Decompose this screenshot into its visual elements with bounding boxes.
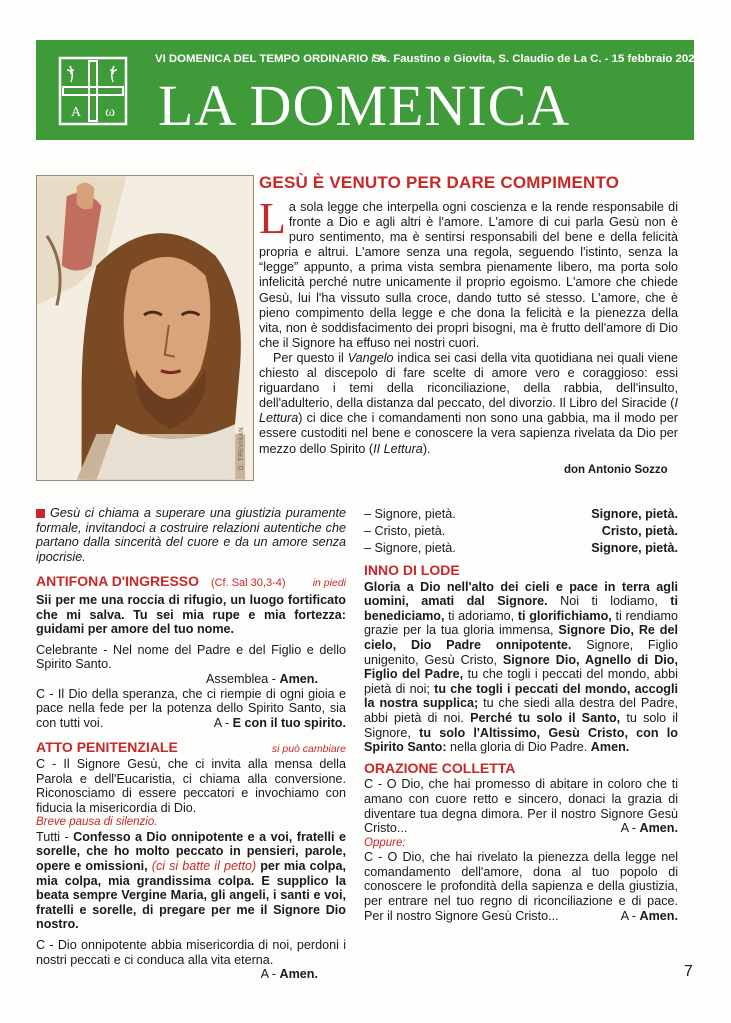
editorial-paragraph-2: Per questo il Vangelo indica sei casi della vita quotidiana nei quali viene chiesto al discepolo di fare scelte di amore vero e coraggioso: essi riguardano i temi della riconciliazione, della rabbia, dell'insulto, dell'adulterio, della distanza dal peccato, del divorzio. Il Libro del Siracide (I Lettura) ci dice che i comandamenti non sono una gabbia, ma il modo per essere custoditi nel bene e conoscere la vera sapienza rivelata da Dio per mezzo dello Spirito (II Lettura). [259, 350, 678, 456]
oppure-rubric: Oppure: [364, 836, 406, 849]
posture-note: in piedi [312, 577, 346, 590]
absolution-amen: A - Amen. [260, 967, 318, 982]
jesus-portrait-image [36, 175, 254, 481]
antifona-ref: (Cf. Sal 30,3-4) [210, 577, 286, 590]
kyrie-row: – Signore, pietà. Signore, pietà. [364, 507, 678, 521]
antifona-text: Sii per me una roccia di rifugio, un luogo fortificato che mi salva. Tu sei mia rupe e mia fortezza: guidami per amore del tuo nome. [36, 592, 346, 637]
editorial-text [259, 194, 678, 457]
illustration-credit: D. TREVISAN [239, 426, 245, 470]
header-top-line [155, 53, 701, 71]
chi-rho-alpha-omega-logo-icon [58, 56, 128, 126]
kyrie [364, 506, 678, 557]
omega-letter: ω [105, 104, 115, 120]
page-number: 7 [684, 963, 693, 980]
confiteor-text: Tutti - Confesso a Dio onnipotente e a voi, fratelli e sorelle, che ho molto peccato in pensieri, parole, opere e omissioni, (ci si batte il petto) per mia colpa, mia colpa, mia grandissima colpa. E supplico la beata sempre Vergine Maria, gli angeli, i santi e voi, fratelli e sorelle, di pregare per me il Signore Dio nostro. [36, 829, 347, 932]
silence-rubric: Breve pausa di silenzio. [36, 816, 158, 829]
kyrie-row: – Cristo, pietà. Cristo, pietà. [364, 524, 678, 538]
colletta-text-2: C - O Dio, che hai rivelato la pienezza della legge nel comandamento dell'amore, dona al tuo popolo di conoscere le profondità della sapienza e della giustizia, per entrare nel tuo regno di riconciliazione e di pace. Per il nostro Signore Gesù Cristo... A - Amen. [364, 850, 678, 923]
editorial-paragraph-1: a sola legge che interpella ogni coscienza e la rende responsabile di fronte a Dio e agli altri è l'amore. L'amore di cui parla Gesù non è puro sentimento, ma è sentirsi responsabili del bene e della felicità propria e altrui. L'amore senza una regola, seguendo l'istinto, senza la “legge” appunto, a prima vista sembra pienamente libero, ma porta solo infelicità perché nutre unicamente il proprio egoismo. L'amore che chiede Gesù, lui l'ha vissuto sulla croce, dando tutto sé stesso. L'amore, che è pieno compimento della legge e che dona la felicità e la pienezza della vita, non è soddisfacimento dei propri bisogni, ma è frutto dell'amore di Dio che il Signore ha effuso nei nostri cuori. [259, 200, 678, 350]
liturgy-label: VI DOMENICA DEL TEMPO ORDINARIO / A [155, 53, 386, 65]
colletta-text-1: C - O Dio, che hai promesso di abitare in coloro che ti amano con cuore retto e sincero, donaci la grazia di diventare tua degna dimora. Per il nostro Signore Gesù Cristo... A - Amen. [364, 777, 678, 836]
penitenziale-note: si può cambiare [271, 743, 346, 756]
drop-cap: L [259, 194, 286, 243]
gloria-text: Gloria a Dio nell'alto dei cieli e pace in terra agli uomini, amati dal Signore. Noi ti lodiamo, ti benediciamo, ti adoriamo, ti glorifichiamo, ti rendiamo grazie per la tua gloria immensa, Signore Dio, Re del cielo, Dio Padre onnipotente. Signore, Figlio unigenito, Gesù Cristo, Signore Dio, Agnello di Dio, Figlio del Padre, tu che togli i peccati del mondo, abbi pietà di noi; tu che togli i peccati del mondo, accogli la nostra supplica; tu che siedi alla destra del Padre, abbi pietà di noi. Perché tu solo il Santo, tu solo il Signore, tu solo l'Altissimo, Gesù Cristo, con lo Spirito Santo: nella gloria di Dio Padre. Amen. [364, 579, 679, 755]
editorial-signature: don Antonio Sozzo [564, 464, 668, 476]
kyrie-row: – Signore, pietà. Signore, pietà. [364, 541, 678, 555]
left-column [36, 506, 346, 982]
intro-text: Gesù ci chiama a superare una giustizia puramente formale, invitandoci a costruire relazioni autentiche che partano dalla sincerità del cuore e da un amore senza ipocrisie. [36, 506, 346, 564]
saints-date: Ss. Faustino e Giovita, S. Claudio de La C. - 15 febbraio 2026 [373, 53, 701, 65]
antifona-heading: ANTIFONA D'INGRESSO (Cf. Sal 30,3-4) in piedi [36, 573, 346, 590]
right-column [364, 506, 678, 923]
celebrante-text: Celebrante - Nel nome del Padre e del Figlio e dello Spirito Santo. [36, 642, 346, 672]
colletta-heading: ORAZIONE COLLETTA [364, 759, 516, 776]
publication-title: LA DOMENICA [158, 73, 571, 138]
absolution-text: C - Dio onnipotente abbia misericordia di noi, perdoni i nostri peccati e ci conduca alla vita eterna. [36, 938, 346, 967]
gloria-heading: INNO DI LODE [364, 562, 460, 578]
alpha-letter: A [70, 105, 82, 120]
assemblea-response: Assemblea - Amen. [206, 671, 318, 686]
editorial-title: GESÙ È VENUTO PER DARE COMPIMENTO [259, 173, 620, 192]
penitenziale-invitation: C - Il Signore Gesù, che ci invita alla mensa della Parola e dell'Eucaristia, ci chiama alla conversione. Riconosciamo di essere peccatori e invochiamo con fiducia la misericordia di Dio. [36, 756, 346, 815]
greeting-text: C - Il Dio della speranza, che ci riempie di ogni gioia e pace nella fede per la potenza dello Spirito Santo, sia con tutti voi. A - E con il tuo spirito. [36, 686, 346, 730]
penitenziale-heading: ATTO PENITENZIALE si può cambiare [36, 739, 346, 756]
red-square-icon [36, 509, 45, 518]
